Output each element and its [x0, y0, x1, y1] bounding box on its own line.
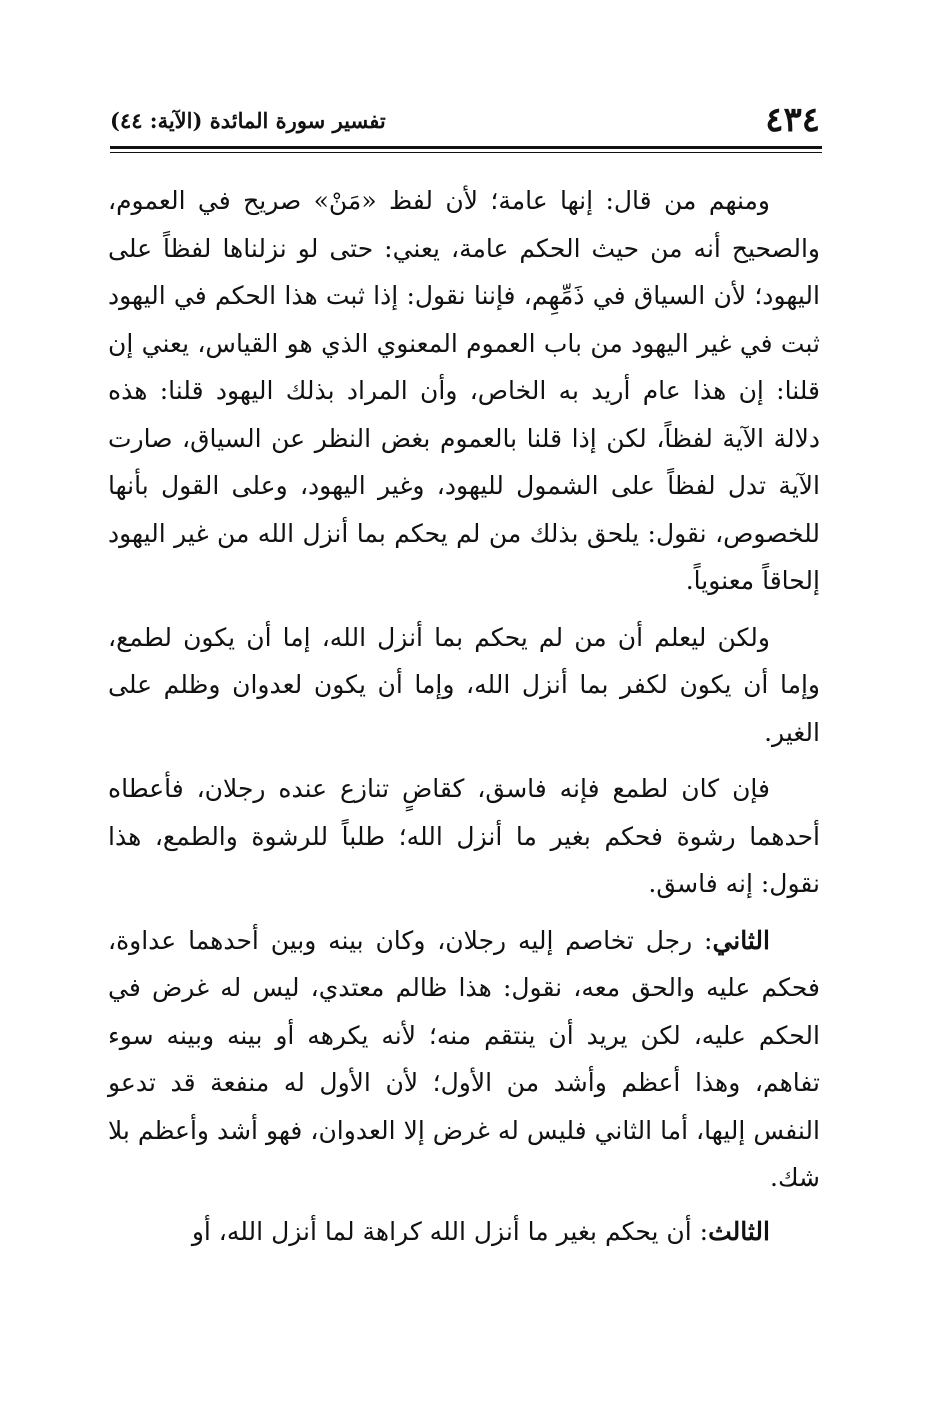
header-rule-thick — [110, 146, 822, 149]
paragraph-text: فإن كان لطمع فإنه فاسق، كقاضٍ تنازع عنده رجلان، فأعطاه أحدهما رشوة فحكم بغير ما أنزل الله؛ طلباً للرشوة والطمع، هذا نقول: إنه فاسق. — [108, 774, 820, 898]
page-number: ٤٣٤ — [765, 100, 820, 140]
paragraph-4 — [108, 917, 820, 1202]
paragraph-text: : أن يحكم بغير ما أنزل الله كراهة لما أنزل الله، أو — [191, 1216, 709, 1246]
paragraph-text: ومنهم من قال: إنها عامة؛ لأن لفظ «مَنْ» صريح في العموم، والصحيح أنه من حيث الحكم عامة، يعني: حتى لو نزلناها لفظاً على اليهود؛ لأن السياق في ذَمِّهِم، فإننا نقول: إذا ثبت هذا الحكم في اليهود ثبت في غير اليهود من باب العموم المعنوي الذي هو القياس، يعني إن قلنا: إن هذا عام أريد به الخاص، وأن المراد بذلك اليهود قلنا: هذه دلالة الآية لفظاً، لكن إذا قلنا بالعموم بغض النظر عن السياق، صارت الآية تدل لفظاً على الشمول لليهود، وغير اليهود، وعلى القول بأنها للخصوص، نقول: يلحق بذلك من لم يحكم بما أنزل الله من غير اليهود إلحاقاً معنوياً. — [108, 186, 820, 595]
paragraph-lead: الثاني — [712, 925, 770, 955]
paragraph-lead: الثالث — [708, 1216, 770, 1246]
paragraph-5 — [108, 1208, 820, 1256]
paragraph-3 — [108, 765, 820, 908]
running-title: تفسير سورة المائدة (الآية: ٤٤) — [110, 108, 386, 133]
paragraph-1 — [108, 177, 820, 605]
paragraph-text: : رجل تخاصم إليه رجلان، وكان بينه وبين أحدهما عداوة، فحكم عليه والحق معه، نقول: هذا ظالم معتدي، ليس له غرض في الحكم عليه، لكن يريد أن ينتقم منه؛ لأنه يكرهه أو بينه وبينه سوء تفاهم، وهذا أعظم وأشد من الأول؛ لأن الأول له منفعة قد تدعو النفس إليها، أما الثاني فليس له غرض إلا العدوان، فهو أشد وأعظم بلا شك. — [108, 925, 820, 1192]
paragraph-text: ولكن ليعلم أن من لم يحكم بما أنزل الله، إما أن يكون لطمع، وإما أن يكون لكفر بما أنزل الله، وإما أن يكون لعدوان وظلم على الغير. — [108, 622, 820, 747]
paragraph-2 — [108, 614, 820, 757]
header-rule-thin — [110, 152, 822, 153]
page-header — [110, 98, 820, 148]
body-text — [108, 177, 820, 1261]
